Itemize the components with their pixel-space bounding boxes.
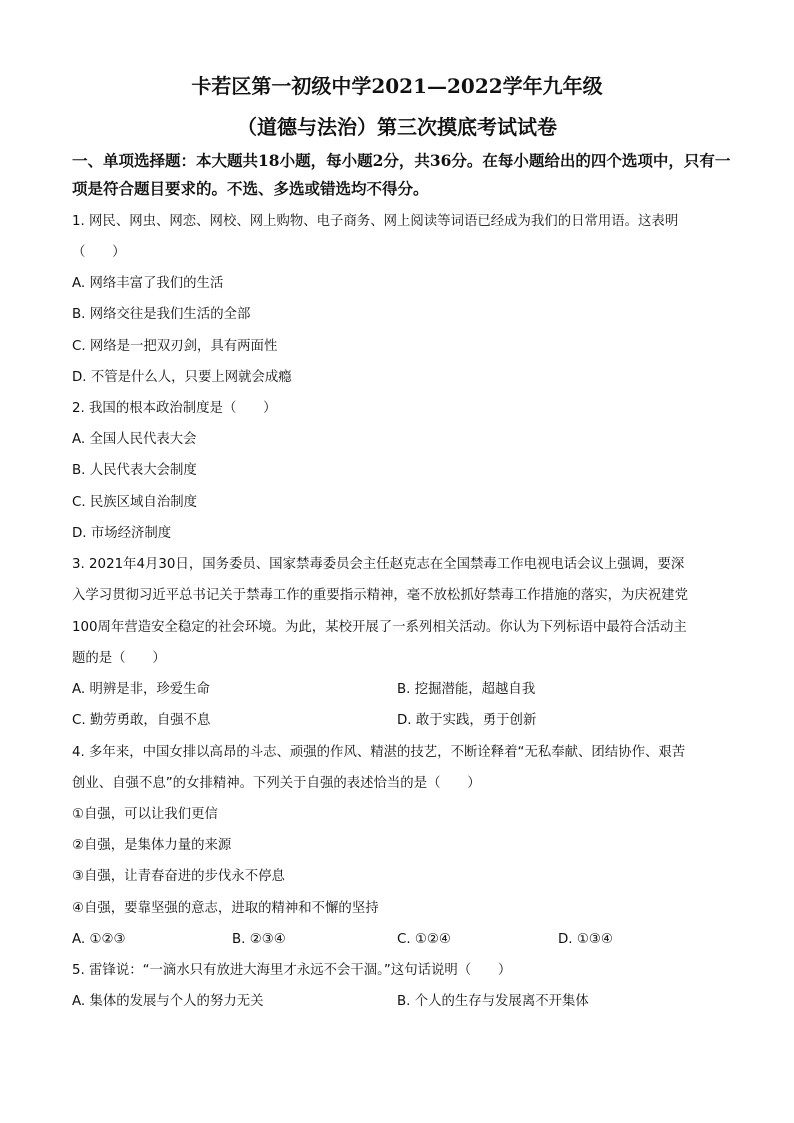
- exam-title-line2: （道德与法治）第三次摸底考试试卷: [237, 115, 557, 139]
- section-heading: 一、单项选择题：本大题共18小题，每小题2分，共36分。在每小题给出的四个选项中，只有一项是符合题目要求的。不选、多选或错选均不得分。: [72, 151, 731, 198]
- q5-option-a: A. 集体的发展与个人的努力无关: [72, 994, 264, 1009]
- q3-option-d: D. 敢于实践，勇于创新: [397, 713, 537, 728]
- q1-option-a: A. 网络丰富了我们的生活: [72, 276, 224, 291]
- q1-stem-line1: 1. 网民、网虫、网恋、网校、网上购物、电子商务、网上阅读等词语已经成为我们的日常用语。这表明: [72, 214, 679, 229]
- q1-stem-line2: （ ）: [72, 245, 126, 260]
- q3-option-b: B. 挖掘潜能，超越自我: [397, 682, 536, 697]
- q4-stem-line2: 创业、自强不息”的女排精神。下列关于自强的表述恰当的是（ ）: [72, 776, 481, 791]
- q2-stem: 2. 我国的根本政治制度是（ ）: [72, 401, 277, 416]
- q3-stem-line3: 100周年营造安全稳定的社会环境。为此，某校开展了一系列相关活动。你认为下列标语中最符合活动主: [72, 620, 687, 635]
- q2-option-a: A. 全国人民代表大会: [72, 432, 197, 447]
- q3-stem-line4: 题的是（ ）: [72, 651, 166, 666]
- q4-statement-2: ②自强，是集体力量的来源: [72, 838, 232, 853]
- q4-statement-3: ③自强，让青春奋进的步伐永不停息: [72, 869, 285, 884]
- q4-stem-line1: 4. 多年来，中国女排以高昂的斗志、顽强的作风、精湛的技艺，不断诠释着“无私奉献、团结协作、艰苦: [72, 745, 686, 760]
- q3-option-c: C. 勤劳勇敢，自强不息: [72, 713, 211, 728]
- q4-option-b: B. ②③④: [232, 932, 286, 947]
- q5-stem: 5. 雷锋说：“一滴水只有放进大海里才永远不会干涸。”这句话说明（ ）: [72, 963, 512, 978]
- q2-option-c: C. 民族区域自治制度: [72, 495, 197, 510]
- q1-option-b: B. 网络交往是我们生活的全部: [72, 307, 251, 322]
- q3-stem-line1: 3. 2021年4月30日，国务委员、国家禁毒委员会主任赵克志在全国禁毒工作电视电话会议上强调，要深: [72, 557, 685, 572]
- q3-stem-line2: 入学习贯彻习近平总书记关于禁毒工作的重要指示精神，毫不放松抓好禁毒工作措施的落实，为庆祝建党: [72, 588, 688, 603]
- q1-option-c: C. 网络是一把双刃剑，具有两面性: [72, 339, 278, 354]
- q2-option-d: D. 市场经济制度: [72, 526, 172, 541]
- q4-option-c: C. ①②④: [397, 932, 451, 947]
- q4-statement-1: ①自强，可以让我们更信: [72, 807, 218, 822]
- exam-title-line1: 卡若区第一初级中学2021—2022学年九年级: [191, 74, 603, 98]
- q4-option-d: D. ①③④: [558, 932, 613, 947]
- q5-option-b: B. 个人的生存与发展离不开集体: [397, 994, 589, 1009]
- q4-option-a: A. ①②③: [72, 932, 126, 947]
- q3-option-a: A. 明辨是非，珍爱生命: [72, 682, 210, 697]
- q1-option-d: D. 不管是什么人，只要上网就会成瘾: [72, 370, 292, 385]
- q4-statement-4: ④自强，要靠坚强的意志，进取的精神和不懈的坚持: [72, 901, 379, 916]
- q2-option-b: B. 人民代表大会制度: [72, 463, 197, 478]
